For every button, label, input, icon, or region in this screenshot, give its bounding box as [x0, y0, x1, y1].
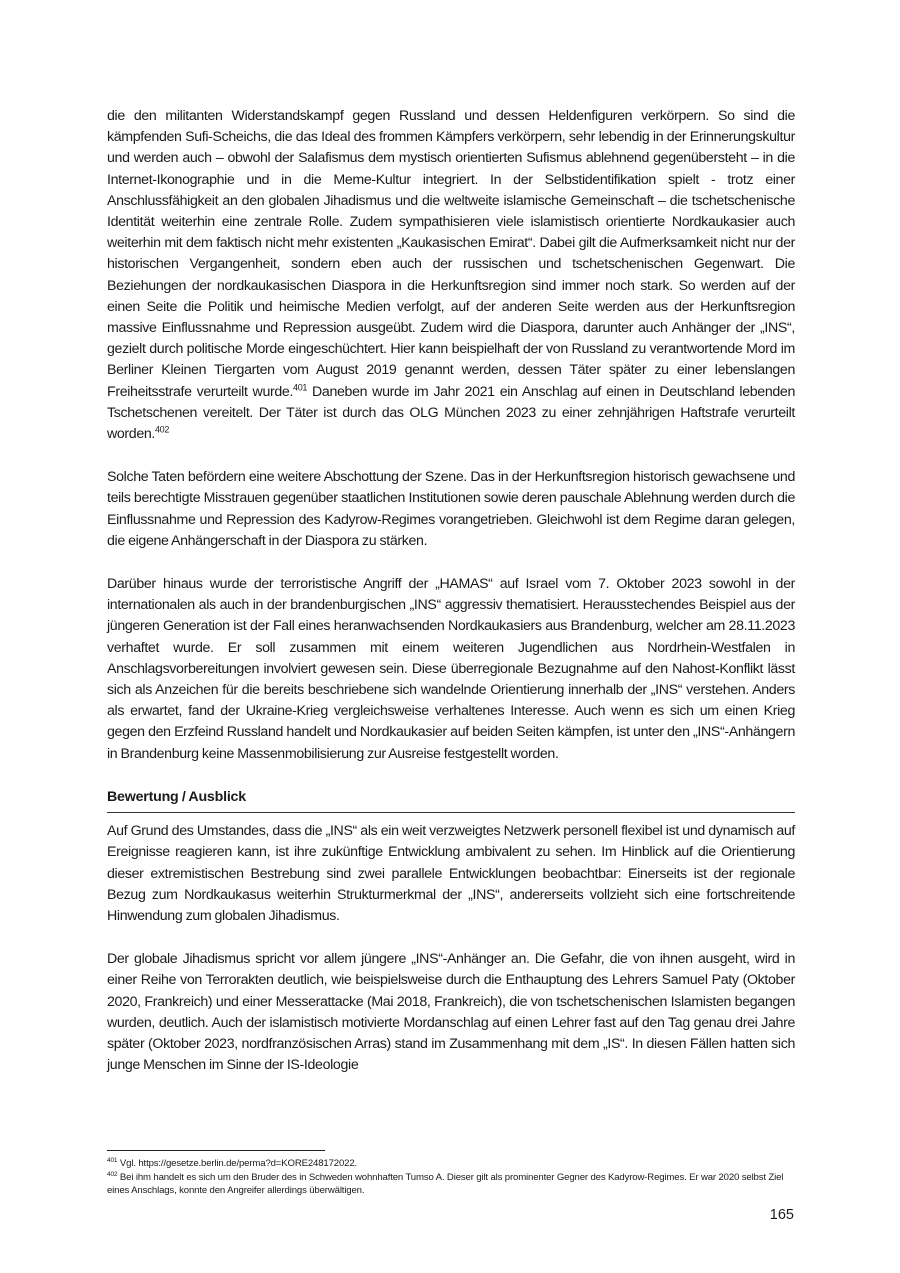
- page-number: 165: [769, 1207, 794, 1223]
- section-paragraph-1: Auf Grund des Umstandes, dass die „INS“ als ein weit verzweigtes Netzwerk personell flexibel ist und dynamisch auf Ereignisse reagieren kann, ist ihre zukünftige Entwicklung ambivalent zu sehen. Im Hinblick auf die Orientierung dieser extremistischen Bestrebung sind zwei parallele Entwicklungen beobachtbar: Einerseits ist der regionale Bezug zum Nordkaukasus weiterhin Strukturmerkmal der „INS“, andererseits vollzieht sich eine fortschreitende Hinwendung zum globalen Jihadismus.: [107, 823, 795, 924]
- footnote-402: $^{402}$ Bei ihm handelt es sich um den Bruder des in Schweden wohnhaften Tumso A. Dieser gilt als prominenter Gegner des Kadyrow-Regimes. Er war 2020 selbst Ziel eines Anschlags, konnte den Angreifer allerdings überwältigen.: [107, 1170, 784, 1197]
- paragraph-1: die den militanten Widerstandskampf gegen Russland und dessen Heldenfiguren verkörpern. So sind die kämpfenden Sufi-Scheichs, die das Ideal des frommen Kämpfers verkörpern, sehr lebendig in der Erinnerungskultur und werden auch – obwohl der Salafismus dem mystisch orientierten Sufismus ablehnend gegenübersteht – in die Internet-Ikonographie und in die Meme-Kultur integriert. In der Selbstidentifikation spielt - trotz einer Anschlussfähigkeit an den globalen Jihadismus und die weltweite islamische Gemeinschaft – die tschetschenische Identität weiterhin eine zentrale Rolle. Zudem sympathisieren viele islamistisch orientierte Nordkaukasier auch weiterhin mit dem faktisch nicht mehr existenten „Kaukasischen Emirat“. Dabei gilt die Aufmerksamkeit nicht nur der historischen Vergangenheit, sondern eben auch der russischen und tschetschenischen Gegenwart. Die Beziehungen der nordkaukasischen Diaspora in die Herkunftsregion sind immer noch stark. So werden auf der einen Seite die Politik und heimische Medien verfolgt, auf der anderen Seite werden aus der Herkunftsregion massive Einflussnahme und Repression ausgeübt. Zudem wird die Diaspora, darunter auch Anhänger der „INS“, gezielt durch politische Morde eingeschüchtert. Hier kann beispielhaft der von Russland zu verantwortende Mord im Berliner Kleinen Tiergarten vom August 2019 genannt werden, dessen Täter später zu einer lebenslangen Freiheitsstrafe verurteilt wurde.$^{401}$ Daneben wurde im Jahr 2021 ein Anschlag auf einen in Deutschland lebenden Tschetschenen vereitelt. Der Täter ist durch das OLG München 2023 zu einer zehnjährigen Haftstrafe verurteilt worden.$^{402}$: [107, 108, 796, 443]
- paragraph-2: Solche Taten befördern eine weitere Abschottung der Szene. Das in der Herkunftsregion historisch gewachsene und teils berechtigte Misstrauen gegenüber staatlichen Institutionen sowie deren pauschale Ablehnung werden durch die Einflussnahme und Repression des Kadyrow-Regimes vorangetrieben. Gleichwohl ist dem Regime daran gelegen, die eigene Anhängerschaft in der Diaspora zu stärken.: [107, 469, 795, 549]
- footnote-ref-402[interactable]: 402: [155, 424, 169, 435]
- section-heading: Bewertung / Ausblick: [107, 787, 795, 813]
- footnote-ref-401[interactable]: 401: [293, 381, 308, 392]
- paragraph-3: Darüber hinaus wurde der terroristische Angriff der „HAMAS“ auf Israel vom 7. Oktober 2023 sowohl in der internationalen als auch in der brandenburgischen „INS“ aggressiv thematisiert. Herausstechendes Beispiel aus der jüngeren Generation ist der Fall eines heranwachsenden Nordkaukasiers aus Brandenburg, welcher am 28.11.2023 verhaftet wurde. Er soll zusammen mit einem weiteren Jugendlichen aus Nordrhein-Westfalen in Anschlagsvorbereitungen involviert gewesen sein. Diese überregionale Bezugnahme auf den Nahost-Konflikt lässt sich als Anzeichen für die bereits beschriebene sich wandelnde Orientierung innerhalb der „INS“ verstehen. Anders als erwartet, fand der Ukraine-Krieg vergleichsweise verhaltenes Interesse. Auch wenn es sich um einen Krieg gegen den Erzfeind Russland handelt und Nordkaukasier auf beiden Seiten kämpfen, ist unter den „INS“-Anhängern in Brandenburg keine Massenmobilisierung zur Ausreise festgestellt worden.: [107, 576, 795, 762]
- body-text: [107, 106, 795, 1098]
- section-paragraph-2: Der globale Jihadismus spricht vor allem jüngere „INS“-Anhänger an. Die Gefahr, die von ihnen ausgeht, wird in einer Reihe von Terrorakten deutlich, wie beispielsweise durch die Enthauptung des Lehrers Samuel Paty (Oktober 2020, Frankreich) und einer Messerattacke (Mai 2018, Frankreich), die von tschetschenischen Islamisten begangen wurden, deutlich. Auch der islamistisch motivierte Mordanschlag auf einen Lehrer fast auf den Tag genau drei Jahre später (Oktober 2023, nordfranzösischen Arras) stand im Zusammenhang mit dem „IS“. In diesen Fällen hatten sich junge Menschen im Sinne der IS-Ideologie: [107, 951, 795, 1074]
- footnote-divider: [107, 1150, 325, 1151]
- footnote-401: $^{401}$ Vgl. https://gesetze.berlin.de/perma?d=KORE248172022.: [107, 1156, 358, 1169]
- footnotes: [107, 1157, 797, 1198]
